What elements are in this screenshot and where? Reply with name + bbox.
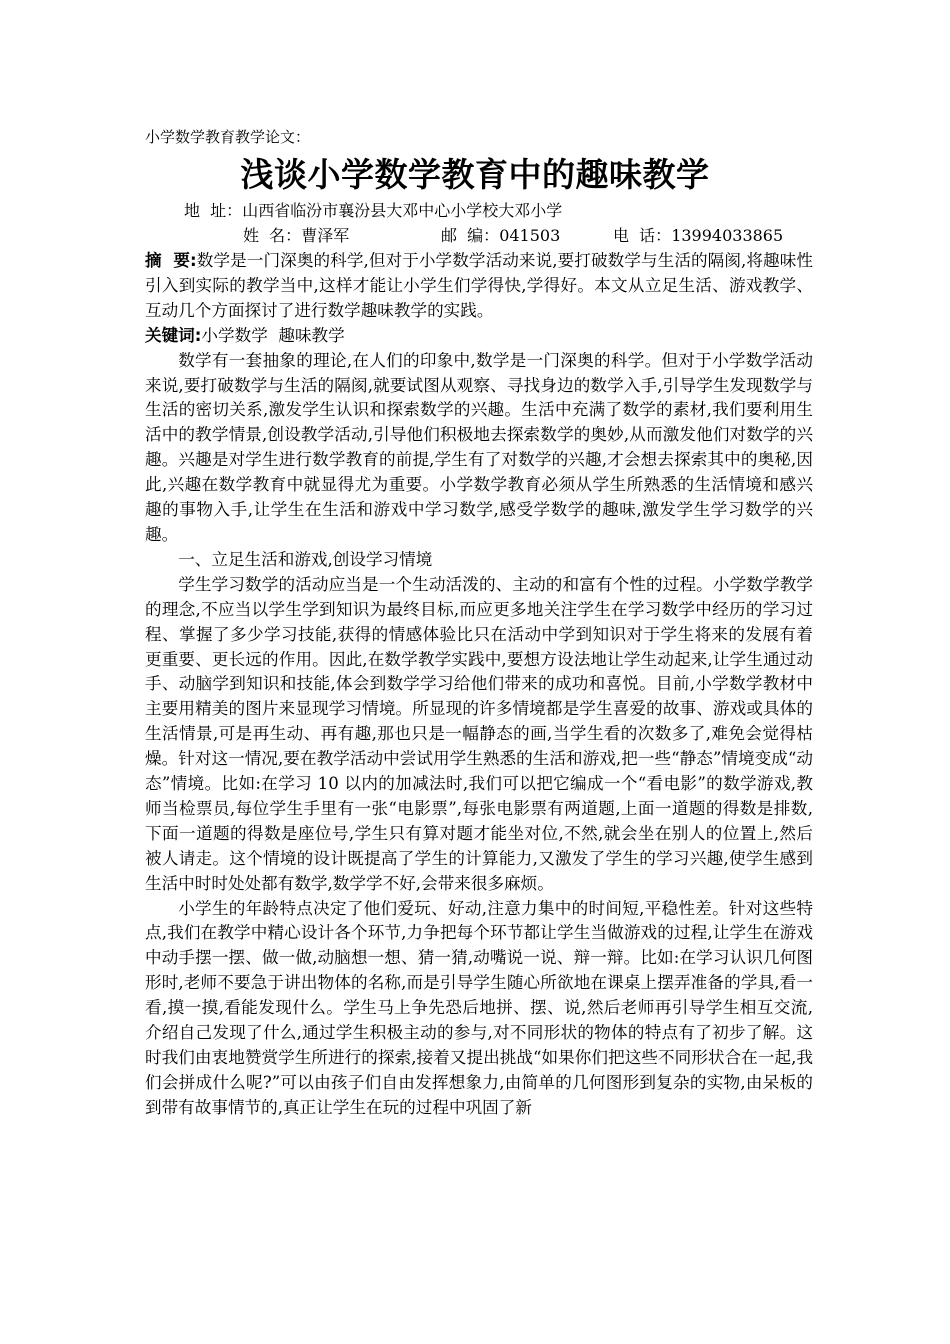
phone-field bbox=[613, 225, 783, 247]
section-heading-1: 一、立足生活和游戏,创设学习情境 bbox=[178, 549, 433, 569]
paragraph-intro: 数学有一套抽象的理论,在人们的印象中,数学是一门深奥的科学。但对于小学数学活动来说,要打破数学与生活的隔阂,就要试图从观察、寻找身边的数学入手,引导学生发现数学与生活的密切关系,激发学生认识和探索数学的兴趣。生活中充满了数学的素材,我们要利用生活中的教学情景,创设教学活动,引导他们积极地去探索数学的奥妙,从而激发他们对数学的兴趣。兴趣是对学生进行数学教育的前提,学生有了对数学的兴趣,才会想去探索其中的奥秘,因此,兴趣在数学教育中就显得尤为重要。小学数学教育必须从学生所熟悉的生活情境和感兴趣的事物入手,让学生在生活和游戏中学习数学,感受学数学的趣味,激发学生学习数学的兴趣。 bbox=[145, 350, 813, 544]
zip-value: 041503 bbox=[499, 226, 561, 245]
address-line bbox=[184, 200, 562, 222]
keywords-label: 关键词: bbox=[145, 325, 202, 345]
name-label: 姓 名： bbox=[243, 226, 302, 245]
document-body bbox=[145, 249, 813, 1121]
address-label: 地 址： bbox=[184, 201, 243, 220]
paragraph-section-1: 学生学习数学的活动应当是一个生动活泼的、主动的和富有个性的过程。小学数学教学的理念,不应当以学生学到知识为最终目标,而应更多地关注学生在学习数学中经历的学习过程、掌握了多少学习技能,获得的情感体验比只在活动中学到知识对于学生将来的发展有着更重要、更长远的作用。因此,在数学教学实践中,要想方设法地让学生动起来,让学生通过动手、动脑学到知识和技能,体会到数学学习给他们带来的成功和喜悦。目前,小学数学教材中主要用精美的图片来显现学习情境。所显现的许多情境都是学生喜爱的故事、游戏或具体的生活情景,可是再生动、再有趣,那也只是一幅静态的画,当学生看的次数多了,难免会觉得枯燥。针对这一情况,要在教学活动中尝试用学生熟悉的生活和游戏,把一些“静态”情境变成“动态”情境。比如:在学习 10 以内的加减法时,我们可以把它编成一个“看电影”的数学游戏,教师当检票员,每位学生手里有一张“电影票”,每张电影票有两道题,上面一道题的得数是排数,下面一道题的得数是座位号,学生只有算对题才能坐对位,不然,就会坐在别人的位置上,然后被人请走。这个情境的设计既提高了学生的计算能力,又激发了学生的学习兴趣,使学生感到生活中时时处处都有数学,数学学不好,会带来很多麻烦。 bbox=[145, 574, 813, 893]
address-value: 山西省临汾市襄汾县大邓中心小学校大邓小学 bbox=[242, 201, 563, 220]
name-value: 曹泽军 bbox=[301, 226, 350, 245]
document-title: 浅谈小学数学教育中的趣味教学 bbox=[240, 155, 710, 194]
keywords bbox=[145, 324, 813, 349]
abstract bbox=[145, 249, 813, 324]
phone-label: 电 话： bbox=[613, 226, 672, 245]
zip-label: 邮 编： bbox=[441, 226, 500, 245]
name-field bbox=[243, 225, 349, 247]
zip-field bbox=[441, 225, 560, 247]
series-label: 小学数学教育教学论文： bbox=[145, 128, 311, 146]
paragraph-section-1b: 小学生的年龄特点决定了他们爱玩、好动,注意力集中的时间短,平稳性差。针对这些特点,我们在教学中精心设计各个环节,力争把每个环节都让学生当做游戏的过程,让学生在游戏中动手摆一摆、做一做,动脑想一想、猜一猜,动嘴说一说、辩一辩。比如:在学习认识几何图形时,老师不要急于讲出物体的名称,而是引导学生随心所欲地在课桌上摆弄准备的学具,看一看,摸一摸,看能发现什么。学生马上争先恐后地拼、摆、说,然后老师再引导学生相互交流,介绍自己发现了什么,通过学生积极主动的参与,对不同形状的物体的特点有了初步了解。这时我们由衷地赞赏学生所进行的探索,接着又提出挑战“如果你们把这些不同形状合在一起,我们会拼成什么呢?”可以由孩子们自由发挥想象力,由简单的几何图形到复杂的实物,由呆板的到带有故事情节的,真正让学生在玩的过程中巩固了新 bbox=[145, 898, 813, 1117]
keywords-text: 小学数学 趣味教学 bbox=[201, 325, 345, 345]
phone-value: 13994033865 bbox=[671, 226, 784, 245]
abstract-text: 数学是一门深奥的科学,但对于小学数学活动来说,要打破数学与生活的隔阂,将趣味性引入到实际的教学当中,这样才能让小学生们学得快,学得好。本文从立足生活、游戏教学、互动几个方面探讨了进行数学趣味教学的实践。 bbox=[145, 251, 813, 320]
abstract-label: 摘 要: bbox=[145, 251, 197, 270]
